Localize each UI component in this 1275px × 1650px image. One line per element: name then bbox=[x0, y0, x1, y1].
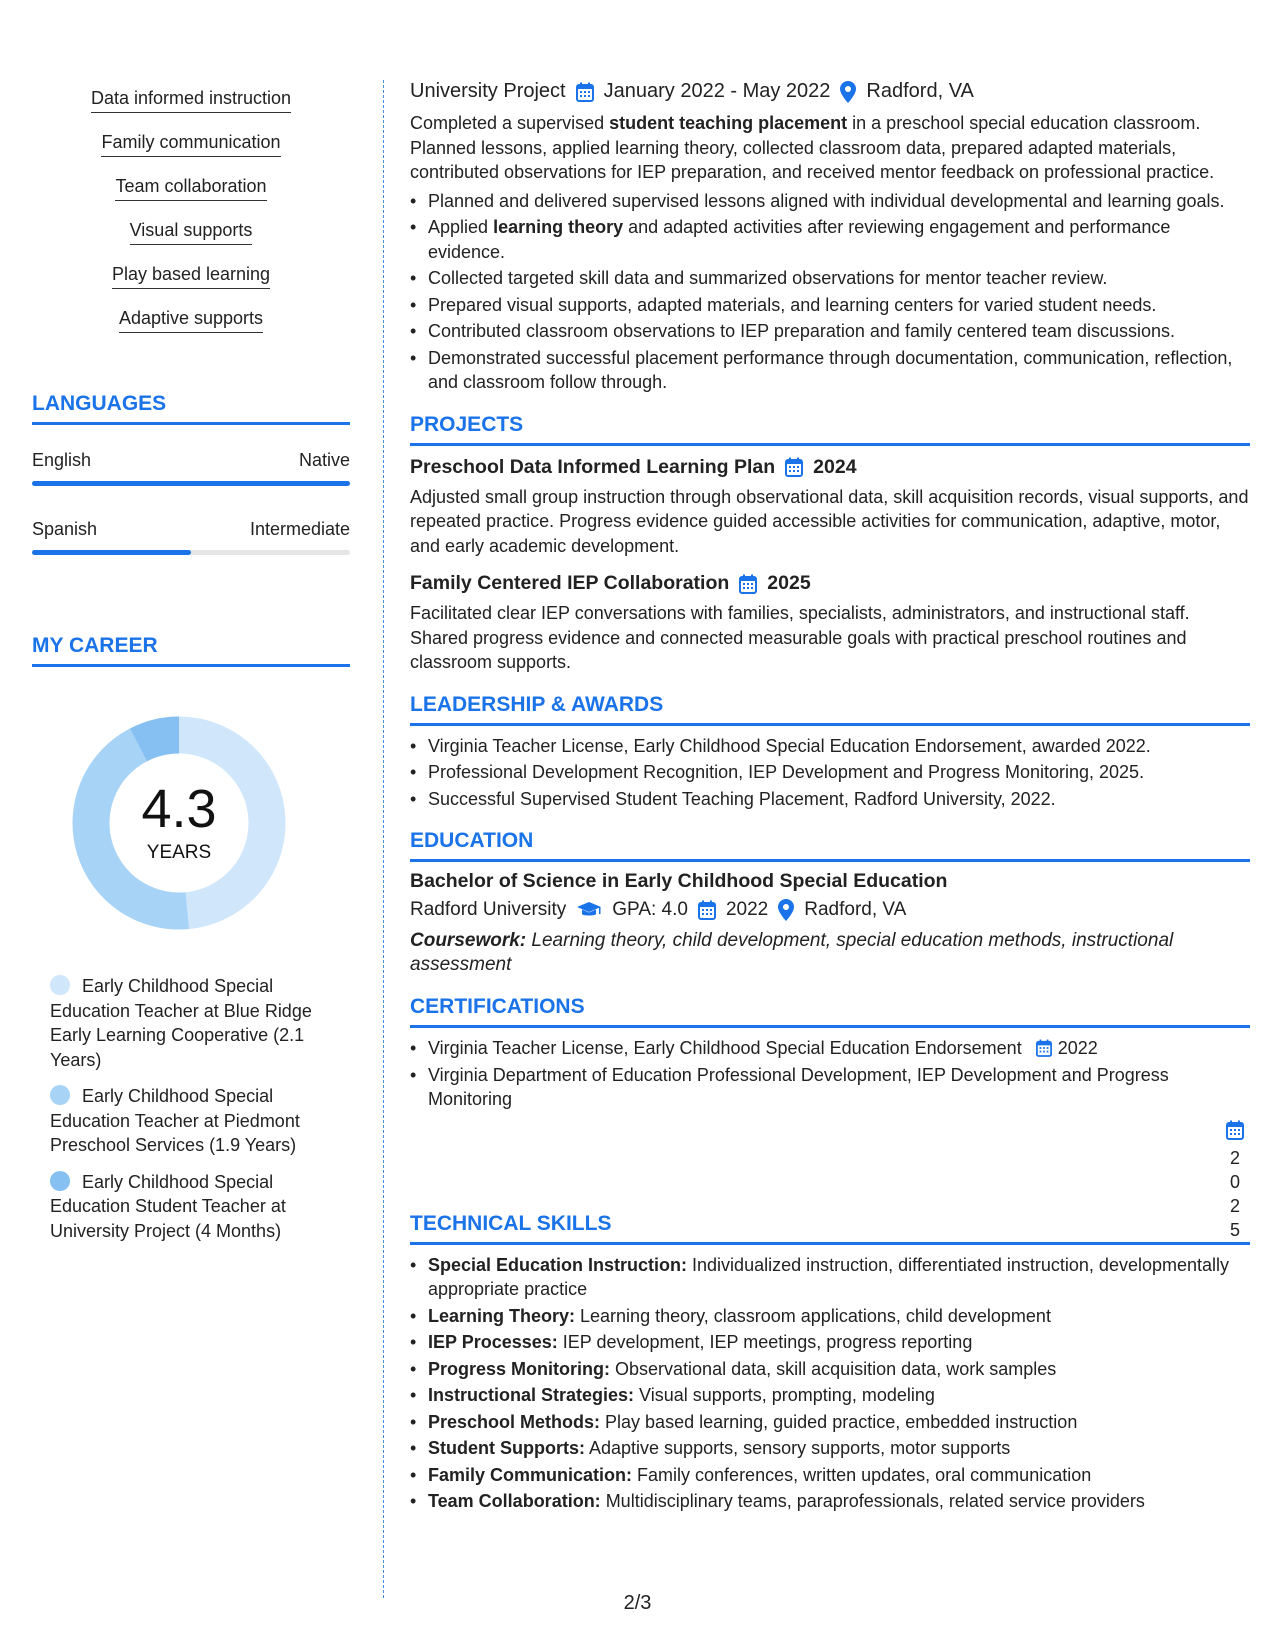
calendar-icon bbox=[1036, 1039, 1052, 1057]
legend-dot-icon bbox=[50, 975, 70, 995]
skill-tag: Family communication bbox=[101, 132, 280, 157]
education-heading: EDUCATION bbox=[410, 829, 1250, 862]
certifications-heading: CERTIFICATIONS bbox=[410, 995, 1250, 1028]
career-legend-label: Early Childhood Special Education Teacher at Piedmont Preschool Services (1.9 Years) bbox=[50, 1086, 300, 1155]
leadership-item: • Virginia Teacher License, Early Childhood Special Education Endorsement, awarded 2022. bbox=[410, 734, 1250, 759]
career-legend-item bbox=[50, 1084, 340, 1158]
education-coursework: Coursework: Learning theory, child development, special education methods, instructional assessment bbox=[410, 930, 1174, 975]
language-name: Spanish bbox=[32, 519, 98, 539]
experience-org: University Project bbox=[410, 80, 566, 102]
technical-skill-item: • Learning Theory: Learning theory, classroom applications, child development bbox=[410, 1304, 1250, 1329]
certification-item: • Virginia Department of Education Professional Development, IEP Development and Progress Monitoring bbox=[410, 1063, 1200, 1112]
experience-location: Radford, VA bbox=[866, 80, 974, 102]
language-spanish bbox=[32, 519, 350, 555]
technical-skills-list bbox=[410, 1253, 1250, 1514]
languages-heading: LANGUAGES bbox=[32, 392, 350, 425]
career-total: 4.3 bbox=[141, 779, 217, 839]
project-desc: Facilitated clear IEP conversations with families, specialists, administrators, and instructional staff. Shared progress evidence and connected measurable goals with practical preschool routines and classroom supports. bbox=[410, 603, 1190, 672]
skill-tag: Play based learning bbox=[112, 264, 270, 289]
project-title: Family Centered IEP Collaboration 2025 bbox=[410, 572, 811, 594]
career-unit: YEARS bbox=[146, 842, 212, 863]
skill-tags bbox=[32, 88, 350, 352]
leadership-heading: LEADERSHIP & AWARDS bbox=[410, 693, 1250, 726]
page-number: 2/3 bbox=[623, 1592, 652, 1614]
experience-bullet: • Collected targeted skill data and summarized observations for mentor teacher review. bbox=[410, 266, 1250, 291]
column-divider bbox=[383, 80, 384, 1598]
graduation-cap-icon bbox=[576, 901, 602, 919]
skill-tag: Team collaboration bbox=[115, 176, 266, 201]
education-gpa: GPA: 4.0 bbox=[612, 899, 688, 920]
experience-header bbox=[410, 80, 1250, 103]
education-degree: Bachelor of Science in Early Childhood Special Education bbox=[410, 870, 948, 892]
leadership-item: • Successful Supervised Student Teaching Placement, Radford University, 2022. bbox=[410, 787, 1250, 812]
experience-bullet: • Applied learning theory and adapted activities after reviewing engagement and performance evidence. bbox=[410, 215, 1250, 264]
experience-bullets bbox=[410, 189, 1250, 395]
skill-tag: Data informed instruction bbox=[91, 88, 291, 113]
leadership-item: • Professional Development Recognition, IEP Development and Progress Monitoring, 2025. bbox=[410, 760, 1250, 785]
education-meta bbox=[410, 899, 1250, 921]
calendar-icon bbox=[739, 574, 757, 594]
career-legend-label: Early Childhood Special Education Student Teacher at University Project (4 Months) bbox=[50, 1171, 286, 1241]
year-digit: 2 bbox=[1229, 1148, 1240, 1168]
experience-bullet: • Prepared visual supports, adapted materials, and learning centers for varied student needs. bbox=[410, 293, 1250, 318]
year-digit: 2 bbox=[1229, 1196, 1240, 1216]
career-heading: MY CAREER bbox=[32, 634, 350, 667]
technical-skill-item: • Progress Monitoring: Observational data, skill acquisition data, work samples bbox=[410, 1357, 1250, 1382]
career-legend bbox=[50, 974, 340, 1255]
projects-heading: PROJECTS bbox=[410, 413, 1250, 446]
education-location: Radford, VA bbox=[804, 899, 907, 920]
sidebar bbox=[0, 0, 385, 1650]
skill-tag: Visual supports bbox=[130, 220, 253, 245]
technical-skill-item: • Preschool Methods: Play based learning, guided practice, embedded instruction bbox=[410, 1410, 1250, 1435]
certification-item: • Virginia Teacher License, Early Childhood Special Education Endorsement 2022 bbox=[410, 1036, 1250, 1061]
experience-bullet: • Demonstrated successful placement performance through documentation, communication, reflection, and classroom follow through. bbox=[410, 346, 1250, 395]
skill-tag: Adaptive supports bbox=[119, 308, 263, 333]
location-pin-icon bbox=[778, 899, 794, 921]
technical-skills-heading: TECHNICAL SKILLS bbox=[410, 1212, 1250, 1245]
language-bar bbox=[32, 481, 350, 486]
technical-skill-item: • Instructional Strategies: Visual supports, prompting, modeling bbox=[410, 1383, 1250, 1408]
technical-skill-item: • Family Communication: Family conferences, written updates, oral communication bbox=[410, 1463, 1250, 1488]
calendar-icon bbox=[785, 457, 803, 477]
project-desc: Adjusted small group instruction through observational data, skill acquisition records, visual supports, and repeated practice. Progress evidence guided accessible activities for communication, adaptive, motor, and early academic development. bbox=[410, 486, 1249, 556]
legend-dot-icon bbox=[50, 1171, 70, 1191]
project-year: 2024 bbox=[813, 455, 857, 478]
career-legend-label: Early Childhood Special Education Teacher at Blue Ridge Early Learning Cooperative (2.1 Years) bbox=[50, 976, 312, 1070]
language-english bbox=[32, 450, 350, 486]
technical-skill-item: • IEP Processes: IEP development, IEP meetings, progress reporting bbox=[410, 1330, 1250, 1355]
experience-bullet: • Planned and delivered supervised lessons aligned with individual developmental and learning goals. bbox=[410, 189, 1250, 214]
calendar-icon bbox=[576, 82, 594, 102]
calendar-icon bbox=[698, 900, 716, 920]
language-bar bbox=[32, 550, 350, 555]
career-legend-item bbox=[50, 1170, 340, 1244]
project-year: 2025 bbox=[767, 572, 811, 594]
technical-skill-item: • Team Collaboration: Multidisciplinary teams, paraprofessionals, related service providers bbox=[410, 1489, 1250, 1514]
certification-year-vertical bbox=[1223, 1120, 1247, 1242]
technical-skill-item: • Special Education Instruction: Individualized instruction, differentiated instruction, developmentally appropriate practice bbox=[410, 1253, 1250, 1302]
career-legend-item bbox=[50, 974, 340, 1072]
year-digit: 0 bbox=[1229, 1172, 1240, 1192]
language-bar-fill bbox=[32, 550, 191, 555]
language-name: English bbox=[32, 450, 92, 470]
leadership-list bbox=[410, 734, 1250, 812]
language-bar-fill bbox=[32, 481, 350, 486]
career-donut-center bbox=[66, 710, 292, 936]
education-school: Radford University bbox=[410, 899, 567, 920]
language-level: Native bbox=[298, 450, 350, 470]
technical-skill-item: • Student Supports: Adaptive supports, sensory supports, motor supports bbox=[410, 1436, 1250, 1461]
certifications-list bbox=[410, 1036, 1250, 1112]
calendar-icon bbox=[1226, 1120, 1244, 1140]
project-title: Preschool Data Informed Learning Plan 2024 bbox=[410, 455, 857, 478]
education-year: 2022 bbox=[725, 899, 769, 920]
year-digit: 5 bbox=[1229, 1220, 1240, 1240]
certification-year: 2022 bbox=[1057, 1038, 1098, 1058]
main-content bbox=[410, 80, 1250, 1516]
experience-dates: January 2022 - May 2022 bbox=[603, 80, 831, 102]
language-level: Intermediate bbox=[249, 519, 350, 539]
experience-summary: Completed a supervised student teaching placement in a preschool special education classroom. Planned lessons, applied learning theory, collected classroom data, prepared adapted materials, contributed observations for IEP preparation, and received mentor feedback on professional practice. bbox=[410, 113, 1215, 182]
legend-dot-icon bbox=[50, 1085, 70, 1105]
experience-bullet: • Contributed classroom observations to IEP preparation and family centered team discussions. bbox=[410, 319, 1250, 344]
location-pin-icon bbox=[840, 81, 856, 103]
